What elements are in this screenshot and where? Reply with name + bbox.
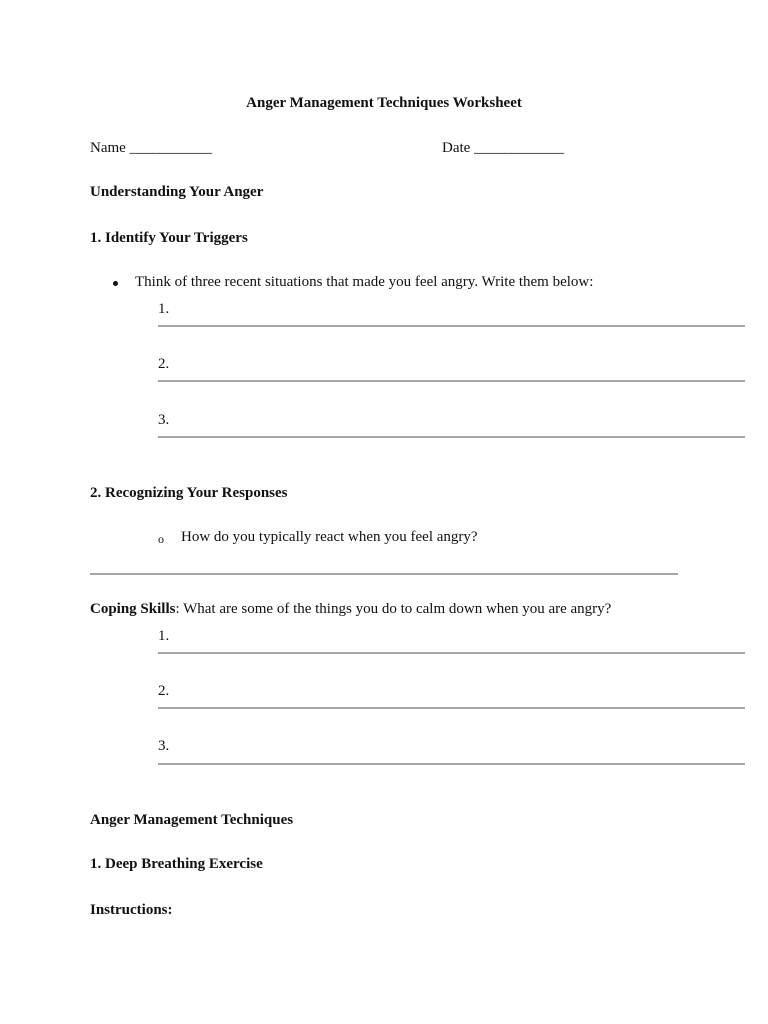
coping-answer-line-1[interactable] — [158, 652, 745, 654]
trigger-item-number: 2. — [158, 356, 170, 372]
coping-item-number: 1. — [158, 628, 170, 644]
coping-item-number: 3. — [158, 738, 170, 754]
bullet-icon — [113, 281, 118, 286]
responses-prompt: How do you typically react when you feel angry? — [181, 529, 478, 545]
responses-answer-line[interactable] — [90, 573, 678, 575]
coping-skills-prompt-line — [90, 600, 611, 618]
breathing-heading: 1. Deep Breathing Exercise — [90, 856, 263, 872]
coping-skills-label: Coping Skills — [90, 601, 176, 617]
coping-answer-line-3[interactable] — [158, 763, 745, 765]
section-heading-techniques: Anger Management Techniques — [90, 812, 294, 828]
coping-skills-prompt: : What are some of the things you do to calm down when you are angry? — [175, 601, 612, 617]
circle-bullet-icon: o — [158, 532, 164, 546]
trigger-item-number: 3. — [158, 412, 170, 428]
trigger-item-number: 1. — [158, 301, 170, 317]
name-field-label: Name ___________ — [90, 140, 213, 156]
date-field-label: Date ____________ — [442, 140, 565, 156]
responses-heading: 2. Recognizing Your Responses — [90, 485, 288, 501]
trigger-answer-line-2[interactable] — [158, 380, 745, 382]
section-heading-understanding: Understanding Your Anger — [90, 184, 264, 200]
trigger-answer-line-1[interactable] — [158, 325, 745, 327]
coping-item-number: 2. — [158, 683, 170, 699]
triggers-prompt: Think of three recent situations that made you feel angry. Write them below: — [135, 274, 594, 290]
worksheet-title: Anger Management Techniques Worksheet — [246, 95, 522, 111]
instructions-label: Instructions: — [90, 902, 173, 918]
trigger-answer-line-3[interactable] — [158, 436, 745, 438]
coping-answer-line-2[interactable] — [158, 707, 745, 709]
triggers-heading: 1. Identify Your Triggers — [90, 230, 248, 246]
